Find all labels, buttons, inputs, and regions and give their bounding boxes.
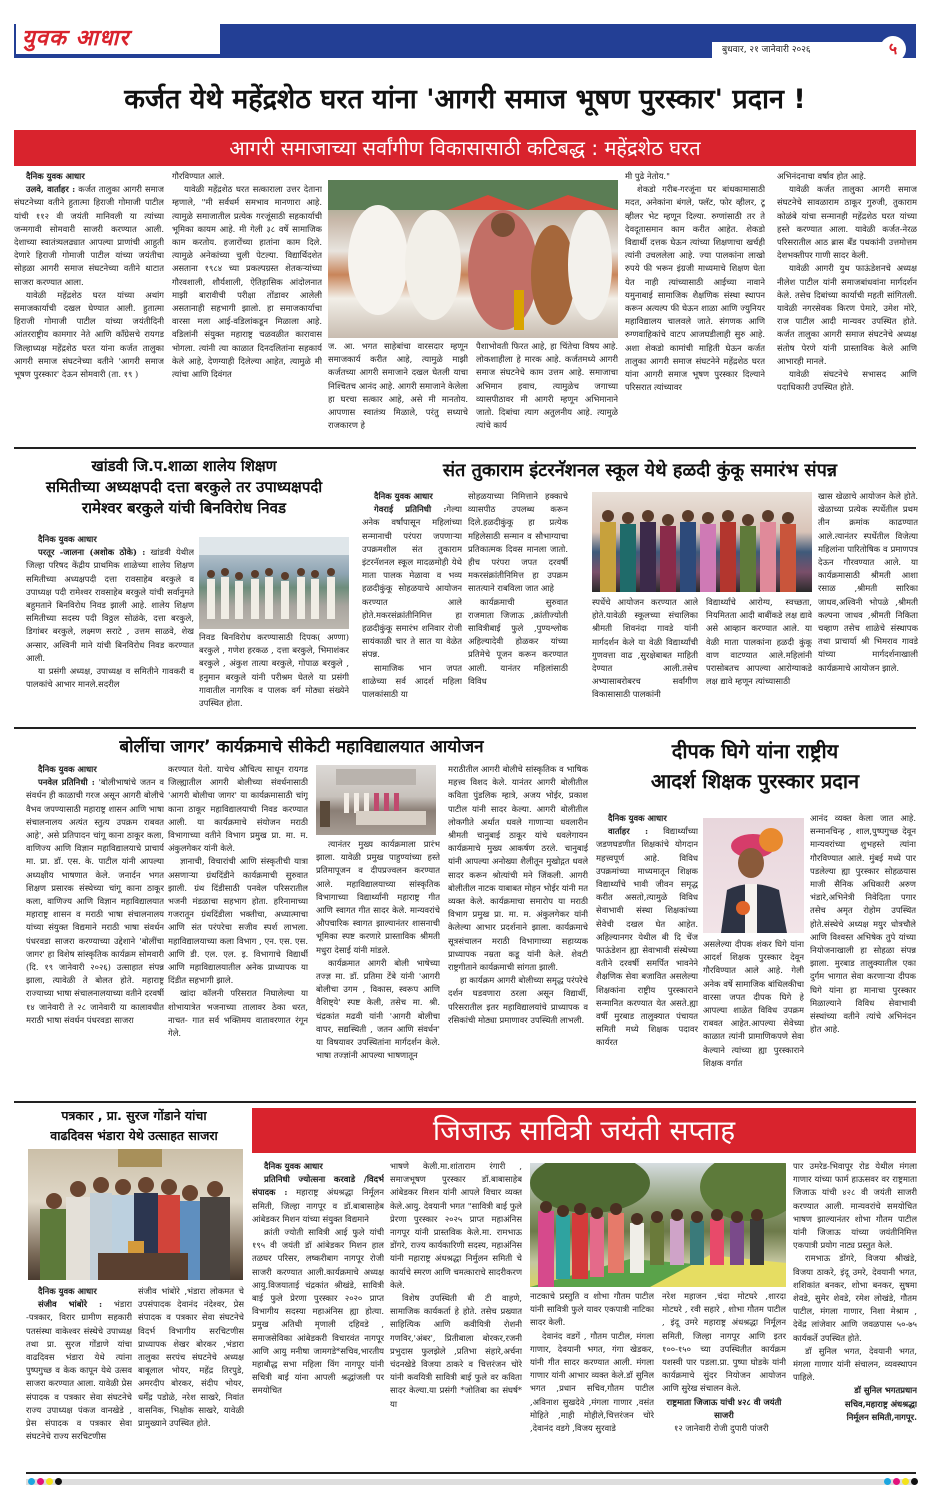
section-divider bbox=[14, 727, 916, 729]
section-divider bbox=[14, 1101, 916, 1103]
photo-figures-icon bbox=[28, 1149, 243, 1280]
article7-headline: जिजाऊ सावित्री जयंती सप्ताह bbox=[252, 1108, 916, 1153]
article-text: खांडवी येथील जिल्हा परिषद केंद्रीय प्राथमिक शाळेच्या शालेय शिक्षण समितीच्या अध्यक्षपदी दत्ता रावसाहेब बरकुले व उपाध्यक्ष पदी रामेश्वर रावसाहेब बरकुले यांची सर्वानुमते बहुमताने बिनविरोध निवड झाली आहे. शालेय शिक्षण समितीच्या सदस्य पदी विठ्ठल सोळंके, दत्ता बरकुले, डिगांबर बरकुले, लक्ष्मण सराटे , उत्तम साळवे, शेख अन्सार, अश्विनी माने यांची बिनविरोध निवड करण्यात आली. bbox=[26, 547, 194, 663]
article1-column-4 bbox=[476, 340, 618, 442]
article1-column-5 bbox=[625, 170, 765, 442]
registration-mark-yellow-icon bbox=[902, 1478, 909, 1485]
page-number: ५ bbox=[880, 36, 906, 62]
article-text: त्यानंतर मुख्य कार्यक्रमाला प्रारंभ झाला. यावेळी प्रमुख पाहुण्यांच्या हस्ते प्रतिमापूजन व दीपप्रज्वलन करण्यात आले. महाविद्यालयाच्या सांस्कृतिक विभागाच्या विद्यार्थ्यांनी महाराष्ट्र गीत आणि स्वागत गीत सादर केले. मान्यवरांचे औपचारिक स्वागत झाल्यानंतर शासनाची भूमिका स्पष्ट करणारे प्रास्ताविक श्रीमती मधुरा देसाई यांनी मांडले. bbox=[316, 839, 440, 955]
article-byline: परतूर -जालना (अशोक ठोके) : bbox=[38, 547, 146, 558]
headline-line: आदर्श शिक्षक पुरस्कार प्रदान bbox=[650, 769, 860, 793]
article1-column-3 bbox=[328, 340, 468, 442]
article5-column-2 bbox=[703, 938, 804, 1096]
article6-photo-birthday bbox=[28, 1149, 243, 1280]
article1-column-6 bbox=[777, 170, 917, 442]
article-byline: प्रतिनिधी ज्योत्सना करवाडे /विदर्भ संपादक : bbox=[252, 1174, 384, 1198]
article2-photo-group bbox=[199, 537, 349, 629]
article3-photo-women-group bbox=[592, 492, 812, 592]
article-text: क्रांती ज्योती सावित्री आई फुले यांची १९५ वी जयंती डॉ आंबेडकर मिशन हाल तळघर परिसर, लष्करीबाग नागपूर रोजी साजरी करण्यात आली.कार्यक्रमाचे अध्यक्ष आयु.विजयाताई चंद्रकांत श्रीखंडे, सावित्री बाई फुले प्रेरणा पुरस्कार २०२० प्राप्त विभागीय सदस्या महाअंनिस ह्या होत्या. प्रमुख अतिथी मृणाली दहिवडे , समाजसेविका आंबेडकरी विचारवंत नागपूर आणि आयु मनीषा जामगडे*सचिव,भारतीय महाबौद्ध सभा महिला विंग नागपूर यांनी सचित्री बाई यांना आपली श्रद्धांजली पर समयोचित bbox=[252, 1227, 384, 1396]
section-divider bbox=[14, 447, 916, 449]
article-text: सोहळयाच्या निमित्ताने हक्काचे व्यासपीठ उपलब्ध करून दिले.हळदीकुंकू हा प्रत्येक महिलेसाठी सन्मान व सौभाग्याचा प्रतिकात्मक दिवस मानला जातो. हीच परंपरा जपत दरवर्षी मकरसंक्रांतीनिमित्त हा उपक्रम सातत्याने राबविला जात आहे bbox=[468, 491, 568, 594]
article-text: महाराष्ट्र अंधश्रद्धा निर्मूलन समिती, जिल्हा नागपूर व डॉ.बाबासाहेब आंबेडकर मिशन यांच्या संयुक्त विद्यमाने bbox=[252, 1187, 384, 1224]
registration-mark-magenta-icon bbox=[37, 1478, 44, 1485]
article5-column-3 bbox=[810, 812, 916, 1096]
article-text: यावेळी कर्जत तालुका आगरी समाज संघटनेचे सावळाराम ठाकूर गुरुजी, तुकाराम कोळंबे यांचा सन्मानही महेंद्रशेठ घरत यांच्या हस्ते करण्यात आला. यावेळी कर्जत-नेरळ परिसरातील आठ ब्रास बँड पथकांनी उत्तमोत्तम देशभक्तीपर गाणी सादर केली. bbox=[777, 184, 917, 261]
article1-headline: कर्जत येथे महेंद्रशेठ घरत यांना 'आगरी समाज भूषण पुरस्कार' प्रदान ! bbox=[124, 84, 806, 115]
article-source: दैनिक युवक आधार bbox=[38, 1286, 97, 1296]
article-text: हा कार्यक्रम आगरी बोलीच्या समृद्ध परंपरेचे दर्शन घडवणारा ठरला असून विद्यार्थी, परिसरातील इतर महाविद्यालयांचे प्राध्यापक व रसिकांची मोठ्या प्रमाणावर उपस्थिती लाभली. bbox=[448, 975, 588, 1025]
headline-line: खांडवी जि.प.शाळा शालेय शिक्षण bbox=[91, 457, 277, 475]
registration-mark-yellow-icon bbox=[46, 1478, 53, 1485]
article-text: 'बोलीभाषांचे जतन व संवर्धन ही काळाची गरज असून आगरी बोलीचे वैभव जपण्यासाठी महाराष्ट्र शासन आणि भाषा संचालनालय अत्यंत स्तुत्य उपक्रम राबवत आहे', असे प्रतिपादन चांगू काना ठाकूर कला, वाणिज्य आणि विज्ञान महाविद्यालयाचे प्राचार्य मा. प्रा. डॉ. एस. के. पाटील यांनी आपल्या अध्यक्षीय भाषणात केले. जनार्दन भगत शिक्षण प्रसारक संस्थेच्या चांगू काना ठाकूर कला, वाणिज्य आणि विज्ञान महाविद्यालयात महाराष्ट्र शासन व मराठी भाषा संचालनालय यांच्या संयुक्त विद्यमाने मराठी भाषा संवर्धन पंधरवडा साजरा करण्याच्या उद्देशाने 'बोलींचा जागर' हा विशेष सांस्कृतिक कार्यक्रम सोमवारी (दि. १९ जानेवारी २०२६) उत्साहात संपन्न झाला, त्यावेळी ते बोलत होते. महाराष्ट्र राज्याच्या भाषा संचालनालयाच्या वतीने दरवर्षी १४ जानेवारी ते २८ जानेवारी या कालावधीत मराठी भाषा संवर्धन पंधरवडा साजरा bbox=[26, 777, 164, 1025]
article-text: यावेळी आगरी युथ फाऊंडेशनचे अध्यक्ष नीलेश पाटील यांनी समाजबांधवांना मार्गदर्शन केले. तसेच दिबांच्या कार्याची महती सांगितली. यावेळी नगरसेवक किरण पेमारे, उमेश मोरे, राज पाटील आदी मान्यवर उपस्थित होते. कर्जत तालुका आगरी समाज संघटनेचे अध्यक्ष संतोष पेरणे यांनी प्रास्ताविक केले आणि आभारही मानले. bbox=[777, 263, 917, 366]
article-text: विशेष उपस्थिती बी टी वाहणे, सामाजिक कार्यकर्ता हे होते. तसेच प्रख्यात साहित्यिक आणि कवीयित्री रोशनी गणविर,'अंबर', प्रितीबाला बोरकर,रजनी प्रभुदास फुलझेले ,प्रतिभा संहारे,अर्चना चंदनखेडे विजया ठाकरे व चित्तरंजन चोरे यांनी कवयित्री सावित्री बाई फुले वर कविता सादर केल्या.या प्रसंगी *जोतिबा का संघर्ष* या bbox=[390, 1293, 522, 1409]
headline-line: दीपक घिगे यांना राष्ट्रीय bbox=[671, 739, 839, 763]
article-text: १२ जानेवारी रोजी दुपारी पांजरी bbox=[674, 1423, 769, 1434]
article7-column-1 bbox=[252, 1160, 384, 1471]
article-text: ज. आ. भगत साहेबांचा वारसदार म्हणून समाजकार्य करीत आहे, त्यामुळे माझी कर्जतच्या आगरी समाजाने दखल घेतली याचा निश्चितच आनंद आहे. आगरी समाजाने केलेला हा घरचा सत्कार आहे, असे मी मानतोय. आपणास स्वातंत्र्य मिळाले, परंतु सध्याचे राजकारण हे bbox=[328, 341, 468, 431]
article4-column-1 bbox=[26, 763, 164, 1096]
registration-mark-cyan-icon bbox=[28, 1478, 35, 1485]
article-source: दैनिक युवक आधार bbox=[374, 491, 433, 501]
article2-photo-caption: निवड बिनविरोध करण्यासाठी दिपक( अण्णा) बरकुले , गणेश हरकळ , दत्ता बरकुले, भिमाशंकर बरकुले , अंकुश तात्या बरकुले, गोपाळ बरकुले , हनुमान बरकुले यांनी परीश्रम घेतले या प्रसंगी गावातील नागरिक व पालक वर्ग मोठ्या संख्येने उपस्थित होता. bbox=[199, 632, 349, 709]
newspaper-logo: युवक आधार bbox=[16, 24, 220, 54]
article7-photo-group bbox=[530, 1163, 786, 1287]
article5-photo-portrait bbox=[703, 818, 804, 933]
photo-figures-icon bbox=[592, 492, 812, 592]
article7-column-3 bbox=[530, 1290, 654, 1471]
article2-body bbox=[26, 533, 194, 723]
article-text: अभिनंदनाचा वर्षाव होत आहे. bbox=[777, 171, 867, 181]
registration-mark-cyan-icon bbox=[884, 1478, 891, 1485]
article-text: खास खेळाचे आयोजन केले होते. खेळाच्या प्रत्येक स्पर्धेतील प्रथम तीन क्रमांक काढण्यात आले.त्यानंतर स्पर्धेतील विजेत्या महिलांना पारितोषिक व प्रमाणपत्र देऊन गौरवण्यात आले. या कार्यक्रमासाठी श्रीमती आशा रसाळ ,श्रीमती सारिका जाधव,अश्विनी भोपळे ,श्रीमती कल्पना जाधव ,श्रीमती निकिता चव्हाण तसेच शाळेचे संस्थापक तथा प्राचार्या श्री भिमराव गावडे यांच्या मार्गदर्शनाखाली कार्यक्रमाचे आयोजन झाले. bbox=[818, 491, 918, 673]
article-text: रामभाऊ डोंगरे, विजया श्रीखंडे, विजया ठाकरे, इंदू उमरे, देवयानी भगत, शशिकांत बनकर, शोभा बनकर, सुषमा शेवडे, सुमेर शेवडे, रमेश लोखंडे, गौतम पाटील, मंगला गाणार, निशा मेश्राम , देवेंद्र लांजेवार आणि जवळपास ५०-७५ कार्यकर्ते उपस्थित होते. bbox=[793, 1253, 917, 1343]
registration-mark-magenta-icon bbox=[893, 1478, 900, 1485]
article3-headline: संत तुकाराम इंटरनॅशनल स्कूल येथे हळदी कुंकू समारंभ संपन्न bbox=[442, 460, 838, 481]
article3-column-4 bbox=[706, 596, 812, 722]
article6-column-2 bbox=[138, 1285, 244, 1471]
article-text: देवानंद वडगें , गौतम पाटील, मंगला गाणार, देवयानी भगत, गंगा खेडकर, यांनी गीत सादर करण्यात आली. मंगला गाणार यांनी आभार व्यक्त केले.डॉ सुनिल भगत ,प्रधान सचिव,गौतम पाटील ,अविनाश सुखदेवे ,मंगला गाणार ,वसंत मोहिते ,माही मोहीले,चित्तरंजन चोरे ,देवानंद वडगे ,विजय सुरवाडे bbox=[530, 1330, 654, 1434]
photo-figures-icon bbox=[530, 1163, 786, 1287]
article-text: नाटकाचे प्रस्तुति व शोभा गौतम पाटील यांनी सावित्री फुले यावर एकपात्री नाटिका सादर केली. bbox=[530, 1291, 654, 1328]
article-text: पैशाभोवती फिरत आहे, हा चिंतेचा विषय आहे. लोकशाहीला हे मारक आहे. कर्जतमध्ये आगरी समाज संघटनेचे काम उत्तम आहे. समाजाचा अभिमान हवाच, त्यामुळेच जगाच्या व्यासपीठावर मी आगरी म्हणून अभिमानाने जातो. दिबांचा त्याग अतुलनीय आहे. त्यामुळे त्यांचे कार्य bbox=[476, 341, 618, 431]
article1-column-2 bbox=[172, 170, 322, 442]
article4-headline: बोलींचा जागर’ कार्यक्रमाचे सीकेटी महाविद्यालयात आयोजन bbox=[119, 737, 484, 757]
article4-column-2 bbox=[168, 763, 308, 1096]
article7-signature bbox=[793, 1384, 917, 1424]
photo-portrait-icon bbox=[703, 818, 804, 933]
article-text: सामाजिक भान जपत शाळेच्या सर्व आदर्श महिला पालकांसाठी या bbox=[362, 662, 462, 700]
article4-column-4 bbox=[448, 763, 588, 1096]
article7-column-4 bbox=[662, 1290, 786, 1471]
article-text: यावेळी महेंद्रशेठ घरत यांच्या अथांग समाजकार्याची दखल घेण्यात आली. हुतात्मा हिराजी गोमाजी पाटील यांच्या जयंतीदिनी आंतरराष्ट्रीय कामगार नेते आणि काँग्रेसचे रायगड जिल्हाध्यक्ष महेंद्रशेठ घरत यांना कर्जत तालुका आगरी समाज संघटनेच्या वतीने 'आगरी समाज भूषण पुरस्कार' देऊन सोमवारी (ता. १९ ) bbox=[14, 289, 164, 380]
article-source: दैनिक युवक आधार bbox=[608, 813, 667, 823]
article-text: पार उमरेड-भिवापूर रोड येथील मंगला गाणार यांच्या फार्म हाऊसवर वर राष्ट्रमाता जिजाऊ यांची ४२८ वी जयंती साजरी करण्यात आली. मान्यवरांचे समयोचित भाषण झाल्यानंतर शोभा गौतम पाटील यांनी जिजाऊ यांच्या जयंतीनिमित्त एकपात्री प्रयोग नाट्य प्रस्तुत केले. bbox=[793, 1161, 917, 1251]
article1-photo-lamp-lighting bbox=[328, 180, 618, 338]
article7-column-5 bbox=[793, 1160, 917, 1471]
article-source: दैनिक युवक आधार bbox=[38, 534, 97, 544]
article-text: नरेश महाजन ,चंदा मोटघरे ,शारदा मोटघरे , रवी सहारे , शोभा गौतम पाटील , इंदू उमरे महाराष्ट्र अंधश्रद्धा निर्मूलन समिती, जिल्हा नागपूर आणि इतर १००-१५० च्या उपस्थितीत कार्यक्रम यशस्वी पार पडला.प्रा. पुष्पा घोडके यांनी कार्यक्रमाचे सुंदर नियोजन आयोजन आणि सुरेख संचालन केले. bbox=[662, 1291, 786, 1394]
article-text: कर्जत तालुका आगरी समाज संघटनेच्या वतीने हुतात्मा हिराजी गोमाजी पाटील यांची ११२ वी जयंती मानिवली या त्यांच्या जन्मगावी सोमवारी साजरी करण्यात आली. देशाच्या स्वातंत्र्यलढ्यात आपल्या प्राणांची आहुती देणारे हिराजी गोमाजी पाटील यांच्या जयंतीचा सोहळा आगरी समाज संघटनेच्या वतीने थाटात साजरा करण्यात आला. bbox=[14, 184, 164, 287]
article-text: या प्रसंगी अध्यक्ष, उपाध्यक्ष व समितीने गावकरी व पालकांचे आभार मानले.सदरील bbox=[26, 666, 194, 690]
article-text: मी पुढे नेतोय." bbox=[625, 171, 670, 181]
headline-line: वाढदिवस भंडारा येथे उत्साहत साजरा bbox=[50, 1128, 218, 1143]
article-text: विद्यार्थ्यांच्या जडणघडणीत शिक्षकांचे योगदान महत्त्वपूर्ण आहे. विविध उपक्रमांच्या माध्यमातून शिक्षक विद्यार्थ्यांचे भावी जीवन समृद्ध करीत असतो,त्यामुळे विविध सेवाभावी संस्था शिक्षकांच्या सेवेची दखल घेत आहेत. अहिल्यानगर येथील बी दि चेंज फाऊंडेशन ह्या सेवाभावी संस्थेच्या वतीने दरवर्षी समर्पित भावनेने शैक्षणिक सेवा बजावित असलेल्या शिक्षकांना राष्ट्रीय पुरस्काराने सन्मानित करण्यात येत असते.ह्या वर्षी मुरबाड तालुक्यात पंचायत समिती मध्ये शिक्षक पदावर कार्यरत bbox=[596, 826, 698, 1048]
registration-mark-black-icon bbox=[55, 1478, 62, 1485]
article2-headline bbox=[14, 456, 354, 519]
article-text: असलेल्या दीपक शंकर घिगे यांना आदर्श शिक्षक पुरस्कार देवून गौरविण्यात आले आहे. गेली अनेक वर्षे सामाजिक बांधिलकीचा वारसा जपत दीपक घिगे हे आपल्या शाळेत विविध उपक्रम राबवत आहेत.आपल्या सेवेच्या काळात त्यांनी प्रामाणिकपणे सेवा केल्याने त्यांच्या ह्या पुरस्काराने शिक्षक वर्गात bbox=[703, 939, 804, 1068]
article-text: भाषणे केली.मा.शांताराम रंगारी , समाजभूषण पुरस्कार डॉ.बाबासाहेब आंबेडकर मिशन यांनी आपले विचार व्यक्त केले.आयु. देवयानी भगत "सावित्री बाई फुले प्रेरणा पुरस्कार २०२५ प्राप्त महाअंनिस नागपूर यांनी प्रास्तविक केले.मा. रामभाऊ डोंगरे, राज्य कार्यकारिणी सदस्य, महाअंनिस यांनी महाराष्ट्र अंधश्रद्धा निर्मुलन समिती चे कार्याचे स्मरण आणि चमत्काराचे सादरीकरण केले. bbox=[390, 1161, 522, 1290]
article-byline: गेवराई प्रतिनिधी : bbox=[374, 504, 447, 515]
article4-column-3 bbox=[316, 838, 440, 1096]
article-byline: संजीव भांबोरे : bbox=[38, 1299, 103, 1310]
article4-photo-stage bbox=[316, 765, 436, 835]
article-text: विद्यार्थ्यांचे आरोग्य, स्वच्छता, नियमितता आदी बाबींकडे लक्ष द्यावे असे आव्हान करण्यात आले. या वेळी माता पालकांना हळदी कुंकू वाण वाटण्यात आले.महिलांनी परासोबतच आपल्या आरोग्याकडे लक्ष द्यावे म्हणून त्यांच्यासाठी bbox=[706, 597, 812, 687]
article6-column-1 bbox=[26, 1285, 132, 1471]
article-text: शेकडो गरीब-गरजूंना घर बांधकामासाठी मदत, अनेकांना बंगले, फ्लॅट, फोर व्हीलर, टू व्हीलर भेट म्हणून दिल्या. रुग्णांसाठी तर ते देवदूतासमान काम करीत आहेत. शेकडो विद्यार्थी दत्तक घेऊन त्यांच्या शिक्षणाचा खर्चही त्यांनी उचललेला आहे. ज्या पालकांना लाखो रुपये फी भरून इंग्रजी माध्यमाचे शिक्षण घेता येत नाही त्यांच्यासाठी आईच्या नावाने यमुनाबाई सामाजिक शैक्षणिक संस्था स्थापन करून अत्यल्प फी घेऊन शाळा आणि ज्युनियर महाविद्यालय चालवले जाते. संगणक आणि रुग्णवाहिकांचे वाटप आजघडीलाही सुरु आहे. अशा शेकडो कामांची माहिती घेऊन कर्जत तालुका आगरी समाज संघटनेने महेंद्रशेठ घरत यांना आगरी समाज भूषण पुरस्कार दिल्याने परिसरात त्यांच्यावर bbox=[625, 184, 765, 393]
article5-headline bbox=[594, 736, 916, 796]
article-text: मराठीतील आगरी बोलीचे सांस्कृतिक व भाषिक महत्त्व विशद केले. यानंतर आगरी बोलीतील कविता पुंडलिक म्हात्रे, अजय भोईर, प्रकाश पाटील यांनी सादर केल्या. आगरी बोलीतील लोकगीते अर्थात धवले गाणाऱ्या धवलारीन श्रीमती चानुबाई ठाकूर यांचे धवलेगायन कार्यक्रमाचे मुख्य आकर्षण ठरले. चानुबाई यांनी आपल्या अनोख्या शैलीतून मुखोद्गत धवले सादर करून श्रोत्यांची मने जिंकली. आगरी बोलीतील नाटक याबाबत मोहन भोईर यांनी मत व्यक्त केले. कार्यक्रमाचा समारोप या मराठी विभाग प्रमुख प्रा. मा. म. अंकुलगेकर यांनी केलेल्या आभार प्रदर्शनाने झाला. कार्यक्रमाचे सूत्रसंचालन मराठी विभागाच्या सहाय्यक प्राध्यापक नम्रता कडू यांनी केले. शेवटी राष्ट्रगीताने कार्यक्रमाची सांगता झाली. bbox=[448, 764, 588, 973]
article-text: भंडारा -पत्रकार, विरार ग्रामीण सहकारी पतसंस्था वाकेश्वर संस्थेचे उपाध्यक्ष तथा प्रा. सुरज गोंडाणे यांचा वाढदिवस भंडारा येथे त्यांना पुष्पगुच्छ व केक कापून येथे उत्सव साजरा करण्यात आला. यावेळी प्रेस संपादक व पत्रकार सेवा संघटनेचे राज्य उपाध्यक्ष पंकज वानखेडे , प्रेस संपादक व पत्रकार सेवा संघटनेचे राज्य सरचिटणीस bbox=[26, 1299, 132, 1442]
article3-column-5 bbox=[818, 490, 918, 722]
article-text: करण्यात येतो. याचेच औचित्य साधून रायगड जिल्ह्यातील आगरी बोलीच्या संवर्धनासाठी 'आगरी बोलीचा जागर' या कार्यक्रमासाठी चांगू काना ठाकूर महाविद्यालयाची निवड करण्यात आली. या कार्यक्रमाचे संयोजन मराठी विभागाच्या वतीने विभाग प्रमुख प्रा. मा. म. अंकुलगेकर यांनी केले. bbox=[168, 764, 308, 854]
headline-line: रामेश्वर बरकुले यांची बिनविरोध निवड bbox=[82, 499, 286, 517]
article-source: दैनिक युवक आधार bbox=[26, 171, 85, 181]
article6-headline bbox=[26, 1106, 242, 1146]
headline-line: पत्रकार , प्रा. सुरज गोंडाने यांचा bbox=[61, 1108, 207, 1123]
photo-figures-icon bbox=[328, 180, 618, 338]
article-byline: उलवे, वार्ताहर : bbox=[26, 184, 76, 195]
footer-rule bbox=[26, 1472, 916, 1474]
article-text: ज्ञानाची, विचारांची आणि संस्कृतीची यात्रा असणाऱ्या ग्रंथदिंडीने कार्यक्रमाची सुरुवात झाली. ग्रंथ दिंडीसाठी पनवेल परिसरातील भजनी मंडळाचा सहभाग होता. हरिनामाच्या गजरातून ग्रंथदिंडीला भक्तीचा, अध्यात्माचा आणि संत परंपरेचा सजीव स्पर्श लाभला. महाविद्यालयाच्या कला विभाग , एन. एस. एस. आणि डी. एल. एल. इ. विभागाचे विद्यार्थी आणि महाविद्यालयातील अनेक प्राध्यापक या दिंडीत सहभागी झाले. bbox=[168, 856, 308, 986]
article-text: आनंद व्यक्त केला जात आहे. सन्मानचिन्ह , शाल,पुष्पगुच्छ देवून मान्यवरांच्या शुभहस्ते त्यांना गौरविण्यात आले. मुंबई मध्ये पार पडलेल्या ह्या पुरस्कार सोहळयास माजी सैनिक अधिकारी अरुण भंडारे,अभिनेत्री निवेदिता पगार तसेच अमृत रोहोम उपस्थित होते.संस्थेचे अध्यक्ष मयुर धोत्रचौले आणि विश्वस्त अभिषेक तुपे यांच्या नियोजनाखाली हा सोहळा संपन्न झाला. मुरबाड तालुक्यातील एका दुर्गम भागात सेवा करणाऱ्या दीपक घिगे यांना हा मानाचा पुरस्कार मिळाल्याने विविध सेवाभावी संस्थांच्या वतीने त्यांचे अभिनंदन होत आहे. bbox=[810, 813, 916, 1035]
article-text: गेल्या अनेक वर्षांपासून महिलांच्या सन्मानाची परंपरा जपणाऱ्या उपक्रमशील संत तुकाराम इंटरनॅशनल स्कूल मादळमोही येथे माता पालक मेळावा व भव्य हळदीकुंकू सोहळयाचे आयोजन करण्यात आले होते.मकरसंक्रांतीनिमित्त हा हळदीकुंकू समारंभ शनिवार रोजी सायंकाळी चार ते सात या वेळेत संपन्न. bbox=[362, 504, 462, 660]
article-text: डॉ सुनिल भगत, देवयानी भगत, मंगला गाणार यांनी संचालन, व्यवस्थापन पाहिले. bbox=[793, 1345, 917, 1383]
signature-line: निर्मूलन समिती,नागपूर. bbox=[846, 1411, 917, 1422]
footer-bar bbox=[26, 1479, 916, 1485]
signature-line: सचिव,महाराष्ट्र अंधश्रद्धा bbox=[844, 1398, 917, 1409]
registration-mark-black-icon bbox=[911, 1478, 918, 1485]
article3-column-1 bbox=[362, 490, 462, 722]
article1-column-1 bbox=[14, 170, 164, 442]
article5-column-1 bbox=[596, 812, 698, 1096]
photo-figures-icon bbox=[199, 537, 349, 629]
article-source: दैनिक युवक आधार bbox=[38, 764, 97, 774]
article-text: कार्यक्रमाची सुरुवात राजमाता जिजाऊ ,क्रांतीज्योती सावित्रीबाई फुले ,पुण्यश्लोक अहिल्यादेवी होळकर यांच्या प्रतिमेचे पूजन करून करण्यात आली. यानंतर महिलांसाठी विविध bbox=[468, 596, 568, 686]
article-text: संजीव भांबोरे ,भंडारा लोकमत चे उपसंपादक देवानंद नंदेश्वर, प्रेस संपादक व पत्रकार सेवा संघटनेचे विदर्भ विभागीय सरचिटणीस प्राध्यापक शेखर बोरकर ,भंडारा तालुका सरपंच संघटनेचे अध्यक्ष बाबूलाल भोयर, महेंद्र तिरपुडे, अमरदीप बोरकर, संदीप भोयर, धर्मेंद्र पडोळे, नरेश साखरे, निवांत वासनिक, भिक्षोक साखरे, यावेळी प्रामुख्याने उपस्थित होते. bbox=[138, 1286, 244, 1429]
article3-column-3 bbox=[592, 596, 698, 722]
article-text: कार्यक्रमात आगरी बोली भाषेच्या तज्ज्ञ मा. डॉ. प्रतिमा टेंबे यांनी 'आगरी बोलीचा उगम , विकास, स्वरूप आणि वैशिष्ट्ये' स्पष्ट केली, तसेच मा. श्री. चंद्रकांत मढवी यांनी 'आगरी बोलीचा वापर, सद्यस्थिती , जतन आणि संवर्धन' या विषयावर उपस्थितांना मार्गदर्शन केले. भाषा तज्ज्ञांनी आपल्या भाषणातून bbox=[316, 957, 440, 1061]
issue-date: बुधवार, २१ जानेवारी २०२६ bbox=[712, 42, 894, 58]
article-text: यावेळी महेंद्रशेठ घरत सत्काराला उत्तर देताना म्हणाले, "मी सर्वधर्म समभाव मानणारा आहे. त्यामुळे समाजातील प्रत्येक गरजूंसाठी सहकार्याची भूमिका कायम आहे. मी गेली ३८ वर्षे सामाजिक काम करतोय. हजारोंच्या हातांना काम दिले. त्यामुळे अनेकांच्या चुली पेटल्या. विद्यार्थिदशेत असताना १९८४ च्या प्रकल्पग्रस्त शेतकऱ्यांच्या गौरवशाली, शौर्यशाली, ऐतिहासिक आंदोलनात माझी बारावीची परीक्षा तोंडावर आलेली असतानाही सहभागी झालो. हा समाजकार्याचा वारसा मला आई-वडिलांकडून मिळाला आहे. वडिलांनी संयुक्त महाराष्ट्र चळवळीत कारावास भोगला. त्यांनी त्या काळात दिनदलितांना सहकार्य केले आहे, देणग्याही दिलेल्या आहेत, त्यामुळे मी त्यांचा आणि दिवंगत bbox=[172, 184, 322, 380]
article-text: यावेळी संघटनेचे सभासद आणि पदाधिकारी उपस्थित होते. bbox=[777, 369, 917, 393]
article-byline: वार्ताहर : bbox=[608, 826, 649, 837]
article-text: गौरविण्यात आले. bbox=[172, 171, 225, 181]
photo-figures-icon bbox=[316, 765, 436, 835]
article-byline: पनवेल प्रतिनिधी : bbox=[38, 777, 95, 788]
article-text: खांदा कॉलनी परिसरात निघालेल्या या शोभायात्रेत भजनाच्या तालावर ठेका धरत, नाचत- गात सर्व भक्तिमय वातावरणात रंगून गेले. bbox=[168, 988, 308, 1039]
article-source: दैनिक युवक आधार bbox=[264, 1161, 323, 1171]
signature-line: डॉ सुनिल भगतप्रधान bbox=[854, 1385, 917, 1396]
headline-line: समितीच्या अध्यक्षपदी दत्ता बरकुले तर उपाध्यक्षपदी bbox=[45, 478, 323, 496]
article1-subheadline: आगरी समाजाच्या सर्वांगीण विकासासाठी कटिबद्ध : महेंद्रशेठ घरत bbox=[14, 130, 916, 166]
article7-column-2 bbox=[390, 1160, 522, 1471]
article-text: स्पर्धेचे आयोजन करण्यात आले होते.यावेळी स्कूलच्या संचालिका श्रीमती शिवनंदा गावडे यांनी मार्गदर्शन केले या वेळी विद्यार्थ्यांची गुणवत्ता वाढ ,सुरक्षेबाबत माहिती देण्यात आली.तसेच अभ्यासाबरोबरच सर्वांगीण विकासासाठी पालकांनी bbox=[592, 597, 698, 700]
article3-column-2 bbox=[468, 490, 568, 722]
article-subheading: राष्ट्रमाता जिजाऊ यांची ४२८ वी जयंती साजरी bbox=[666, 1396, 782, 1420]
